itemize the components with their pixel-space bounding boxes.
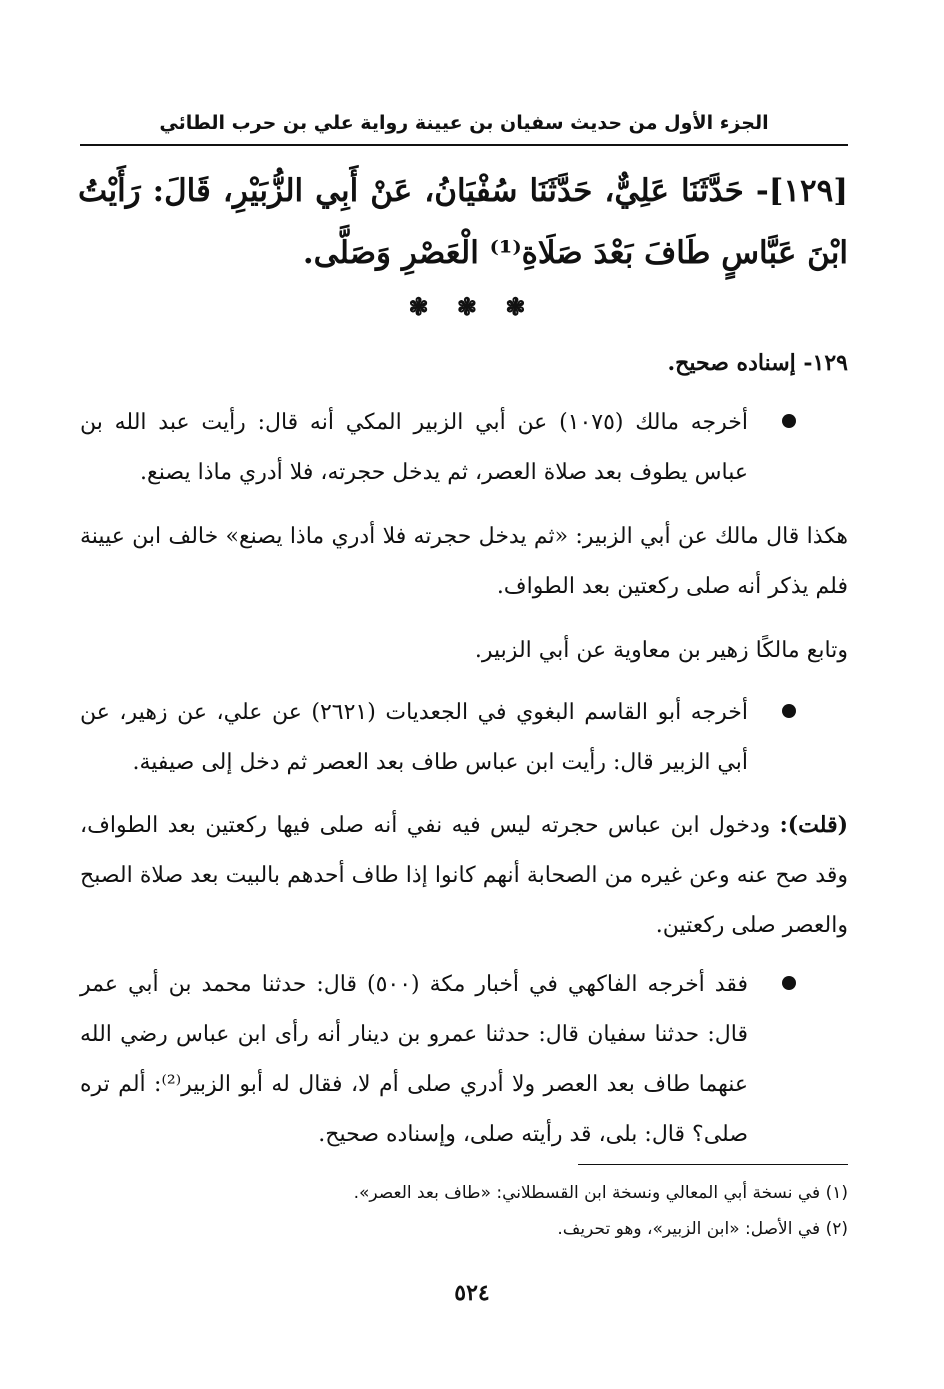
bullet-text: فقد أخرجه الفاكهي في أخبار مكة (٥٠٠) قال: حدثنا محمد بن أبي عمر قال: حدثنا سفيان قال: حدثنا عمرو بن دينار أنه رأى ابن عباس رضي الله عنهما طاف بعد العصر ولا أدري صلى أم لا، فقال له أبو الزبير⁽²⁾: ألم تره صلى؟ قال: بلى، قد رأيته صلى، وإسناده صحيح.: [80, 972, 748, 1147]
paragraph: [80, 800, 848, 951]
list-item: [80, 960, 848, 1160]
hadith-text: [١٢٩]- حَدَّثَنَا عَلِيٌّ، حَدَّثَنَا سُفْيَانُ، عَنْ أَبِي الزُّبَيْرِ، قَالَ: رَأَيْتُ ابْنَ عَبَّاسٍ طَافَ بَعْدَ صَلَاةِ⁽¹⁾ الْعَصْرِ وَصَلَّى.: [78, 173, 848, 271]
list-item: [80, 398, 848, 498]
footnote-text: في نسخة أبي المعالي ونسخة ابن القسطلاني: «طاف بعد العصر».: [353, 1183, 821, 1203]
qult-label: (قلت):: [779, 812, 848, 838]
page-number: ٥٢٤: [454, 1280, 490, 1306]
footnote-number: (١): [825, 1183, 848, 1203]
paragraph: هكذا قال مالك عن أبي الزبير: «ثم يدخل حجرته فلا أدري ماذا يصنع» خالف ابن عيينة فلم يذكر أنه صلى ركعتين بعد الطواف.: [80, 524, 848, 599]
paragraph: وتابع مالكًا زهير بن معاوية عن أبي الزبير.: [474, 638, 848, 663]
section-separator: ❃ ❃ ❃: [408, 292, 536, 321]
bullet-icon: [782, 704, 796, 718]
footnote-text: في الأصل: «ابن الزبير»، وهو تحريف.: [557, 1219, 821, 1239]
footnote: [80, 1212, 848, 1246]
footnote: [80, 1176, 848, 1210]
list-item: [80, 688, 848, 788]
header-rule: [80, 144, 848, 146]
qult-text: ودخول ابن عباس حجرته ليس فيه نفي أنه صلى فيها ركعتين بعد الطواف، وقد صح عنه وعن غيره من الصحابة أنهم كانوا إذا طاف أحدهم بالبيت بعد صلاة الصبح والعصر صلى ركعتين.: [80, 813, 848, 938]
commentary-heading: ١٢٩- إسناده صحيح.: [667, 350, 848, 376]
bullet-text: أخرجه أبو القاسم البغوي في الجعديات (٢٦٢١) عن علي، عن زهير، عن أبي الزبير قال: رأيت ابن عباس طاف بعد العصر ثم دخل إلى صيفية.: [80, 700, 748, 775]
bullet-icon: [782, 976, 796, 990]
running-title: الجزء الأول من حديث سفيان بن عيينة رواية علي بن حرب الطائي: [159, 112, 769, 134]
bullet-icon: [782, 414, 796, 428]
bullet-text: أخرجه مالك (١٠٧٥) عن أبي الزبير المكي أنه قال: رأيت عبد الله بن عباس يطوف بعد صلاة العصر، ثم يدخل حجرته، فلا أدري ماذا يصنع.: [80, 410, 748, 485]
footnote-number: (٢): [825, 1219, 848, 1239]
footnote-rule: [578, 1164, 848, 1165]
